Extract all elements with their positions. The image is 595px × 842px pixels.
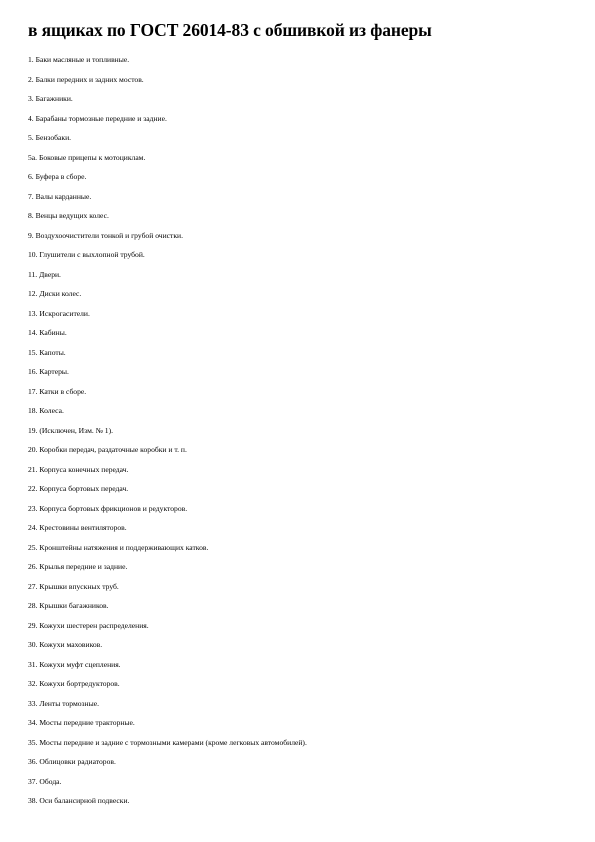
- list-item: 26. Крылья передние и задние.: [28, 562, 128, 571]
- list-item: 10. Глушители с выхлопной трубой.: [28, 250, 145, 259]
- list-item: 22. Корпуса бортовых передач.: [28, 484, 129, 493]
- list-item: 38. Оси балансирной подвески.: [28, 796, 130, 805]
- list-item: 7. Валы карданные.: [28, 191, 92, 201]
- list-item: 36. Облицовки радиаторов.: [28, 757, 116, 766]
- list-item: 6. Буфера в сборе.: [28, 172, 87, 181]
- list-item: 16. Картеры.: [28, 367, 69, 376]
- list-item: 14. Кабины.: [28, 328, 67, 337]
- list-item: 27. Крышки впускных труб.: [28, 581, 119, 591]
- list-item: 24. Крестовины вентиляторов.: [28, 523, 127, 532]
- list-item: 23. Корпуса бортовых фрикционов и редукторов.: [28, 503, 188, 513]
- list-item: 31. Кожухи муфт сцепления.: [28, 659, 121, 669]
- list-item: 3. Багажники.: [28, 94, 73, 103]
- list-item: 5. Бензобаки.: [28, 133, 72, 142]
- list-item: 37. Обода.: [28, 776, 62, 786]
- list-item: 20. Коробки передач, раздаточные коробки и т. п.: [28, 445, 187, 454]
- list-item: 11. Двери.: [28, 269, 61, 279]
- list-item: 28. Крышки багажников.: [28, 601, 109, 610]
- list-item: 13. Искрогасители.: [28, 308, 90, 318]
- list-item: 19. (Исключен, Изм. № 1).: [28, 425, 114, 435]
- list-item: 15. Капоты.: [28, 347, 66, 357]
- list-item: 25. Кронштейны натяжения и поддерживающих катков.: [28, 542, 209, 552]
- list-item: 8. Венцы ведущих колес.: [28, 211, 109, 220]
- list-item: 9. Воздухоочистители тонкой и грубой очистки.: [28, 230, 184, 240]
- list-item: 34. Мосты передние тракторные.: [28, 718, 135, 727]
- list-item: 21. Корпуса конечных передач.: [28, 464, 129, 474]
- list-item: 33. Ленты тормозные.: [28, 698, 99, 708]
- list-item: 17. Катки в сборе.: [28, 386, 87, 396]
- list-item: 4. Барабаны тормозные передние и задние.: [28, 113, 167, 123]
- list-item: 5а. Боковые прицепы к мотоциклам.: [28, 152, 146, 162]
- list-item: 18. Колеса.: [28, 406, 64, 415]
- list-item: 29. Кожухи шестерен распределения.: [28, 620, 149, 630]
- list-item: 2. Балки передних и задних мостов.: [28, 74, 144, 84]
- list-item: 30. Кожухи маховиков.: [28, 640, 103, 649]
- list-item: 32. Кожухи бортредукторов.: [28, 679, 120, 688]
- item-list: [28, 50, 578, 811]
- list-item: 12. Диски колес.: [28, 289, 82, 298]
- page-title: в ящиках по ГОСТ 26014-83 с обшивкой из фанеры: [28, 20, 432, 40]
- list-item: 35. Мосты передние и задние с тормозными камерами (кроме легковых автомобилей).: [28, 737, 307, 747]
- list-item: 1. Баки масляные и топливные.: [28, 55, 130, 64]
